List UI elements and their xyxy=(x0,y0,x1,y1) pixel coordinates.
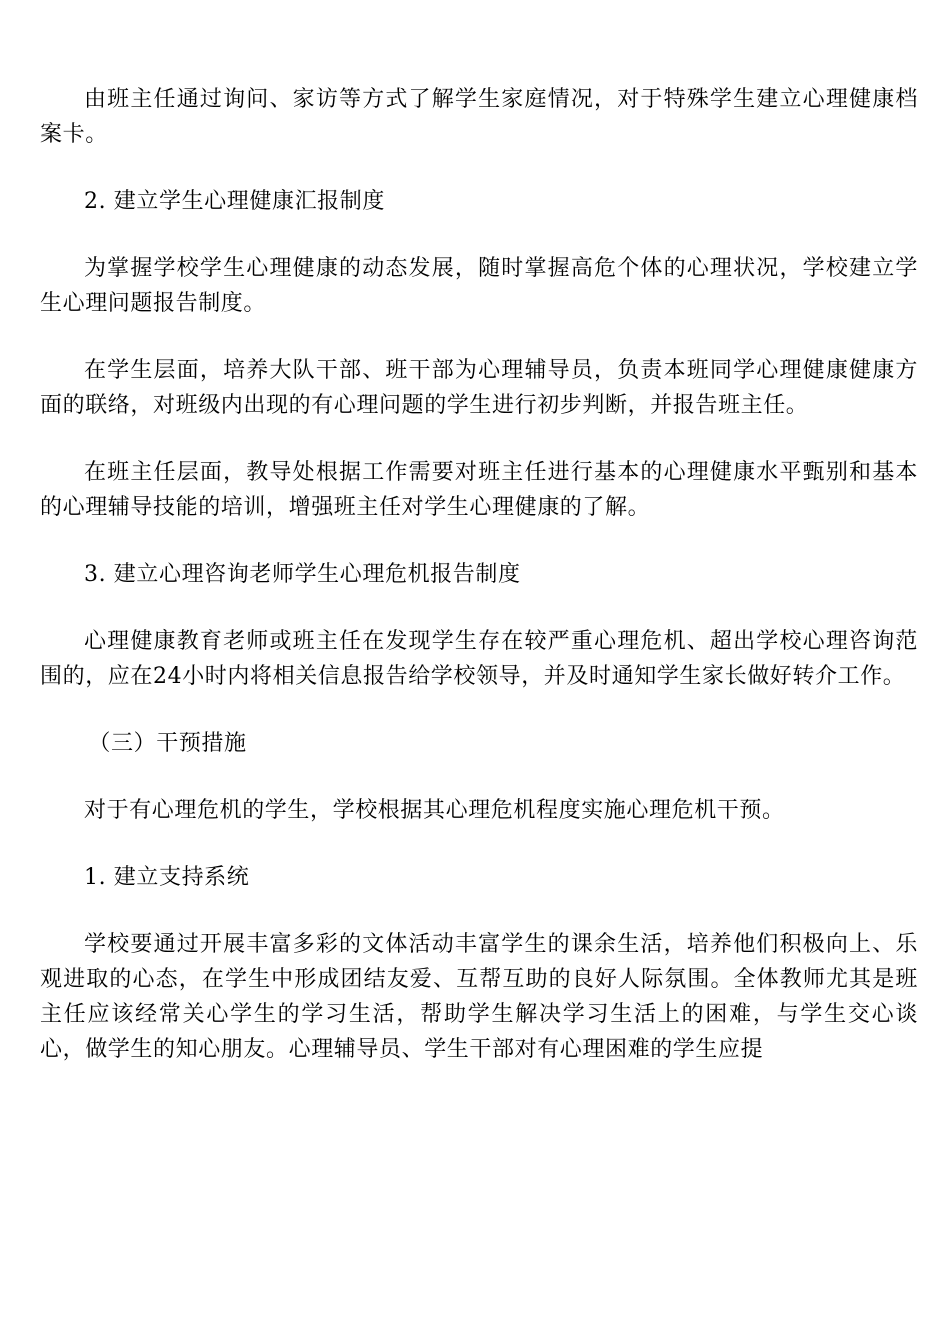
paragraph-support-activities: 学校要通过开展丰富多彩的文体活动丰富学生的课余生活，培养他们积极向上、乐观进取的心态，在学生中形成团结友爱、互帮互助的良好人际氛围。全体教师尤其是班主任应该经常关心学生的学习生活，帮助学生解决学习生活上的困难，与学生交心谈心，做学生的知心朋友。心理辅导员、学生干部对有心理困难的学生应提 xyxy=(40,932,918,1062)
paragraph-student-level: 在学生层面，培养大队干部、班干部为心理辅导员，负责本班同学心理健康健康方面的联络，对班级内出现的有心理问题的学生进行初步判断，并报告班主任。 xyxy=(40,358,918,418)
heading-report-system: 2. 建立学生心理健康汇报制度 xyxy=(84,189,385,214)
paragraph-teacher-level: 在班主任层面，教导处根据工作需要对班主任进行基本的心理健康水平甄别和基本的心理辅导技能的培训，增强班主任对学生心理健康的了解。 xyxy=(40,460,918,520)
paragraph-family-survey: 由班主任通过询问、家访等方式了解学生家庭情况，对于特殊学生建立心理健康档案卡。 xyxy=(40,87,918,147)
paragraph-intervention-intro: 对于有心理危机的学生，学校根据其心理危机程度实施心理危机干预。 xyxy=(84,798,785,823)
heading-intervention-measures: （三）干预措施 xyxy=(88,731,247,756)
paragraph-crisis-referral: 心理健康教育老师或班主任在发现学生存在较严重心理危机、超出学校心理咨询范围的，应在24小时内将相关信息报告给学校领导，并及时通知学生家长做好转介工作。 xyxy=(40,629,918,689)
heading-support-system: 1. 建立支持系统 xyxy=(84,865,250,890)
heading-crisis-report: 3. 建立心理咨询老师学生心理危机报告制度 xyxy=(84,562,521,587)
paragraph-report-purpose: 为掌握学校学生心理健康的动态发展，随时掌握高危个体的心理状况，学校建立学生心理问题报告制度。 xyxy=(40,256,918,316)
document-body xyxy=(40,82,918,1099)
